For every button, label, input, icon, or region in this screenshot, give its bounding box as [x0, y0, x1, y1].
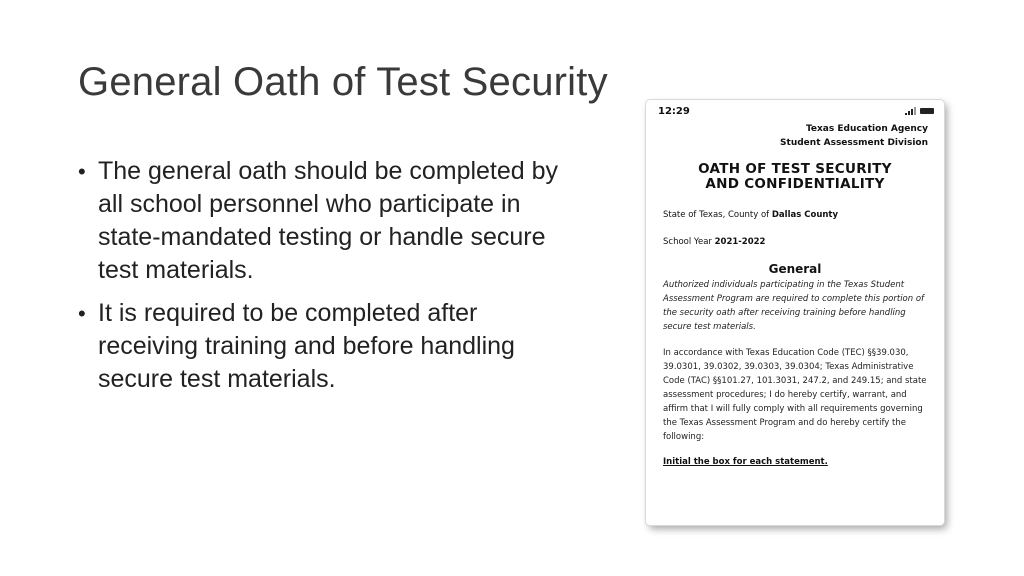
school-year-line	[646, 236, 944, 248]
oath-title	[646, 162, 944, 192]
bullet-dot-icon: •	[78, 301, 86, 326]
certification-text: In accordance with Texas Education Code (TEC) §§39.030, 39.0301, 39.0302, 39.0303, 39.0304; Texas Administrative Code (TAC) §§101.27, 101.3031, 247.2, and 249.15; and state assessment procedures; I do hereby certify, warrant, and affirm that I will fully comply with all requirements governing the Texas Assessment Program and do hereby certify the following:	[663, 348, 927, 442]
oath-title-line1: OATH OF TEST SECURITY	[698, 161, 892, 177]
section-heading: General	[768, 262, 822, 276]
oath-title-line2: AND CONFIDENTIALITY	[705, 176, 885, 192]
agency-name: Texas Education Agency	[805, 124, 928, 134]
division-name: Student Assessment Division	[780, 138, 928, 148]
bullet-dot-icon: •	[78, 159, 86, 184]
initial-instruction: Initial the box for each statement.	[663, 457, 828, 467]
county-value: Dallas County	[771, 210, 839, 220]
year-value: 2021-2022	[714, 237, 766, 247]
county-line	[646, 209, 944, 221]
bullet-item	[78, 297, 578, 396]
status-time: 12:29	[658, 105, 690, 117]
bullet-text: The general oath should be completed by all school personnel who participate in state-mandated testing or handle secure test materials.	[98, 157, 559, 284]
signal-icon	[905, 107, 916, 115]
bullet-list	[78, 155, 578, 406]
bullet-item	[78, 155, 578, 287]
authorization-text: Authorized individuals participating in the Texas Student Assessment Program are required to complete this portion of the security oath after receiving training before handling secure test materials.	[663, 280, 925, 332]
bullet-text: It is required to be completed after receiving training and before handling secure test materials.	[98, 299, 515, 393]
battery-icon	[920, 108, 934, 114]
status-icons	[905, 107, 934, 115]
agency-header	[646, 122, 944, 150]
status-bar	[646, 100, 944, 120]
phone-screenshot	[646, 100, 944, 525]
year-prefix: School Year	[663, 237, 715, 247]
county-prefix: State of Texas, County of	[663, 210, 772, 220]
slide-title: General Oath of Test Security	[78, 60, 608, 104]
